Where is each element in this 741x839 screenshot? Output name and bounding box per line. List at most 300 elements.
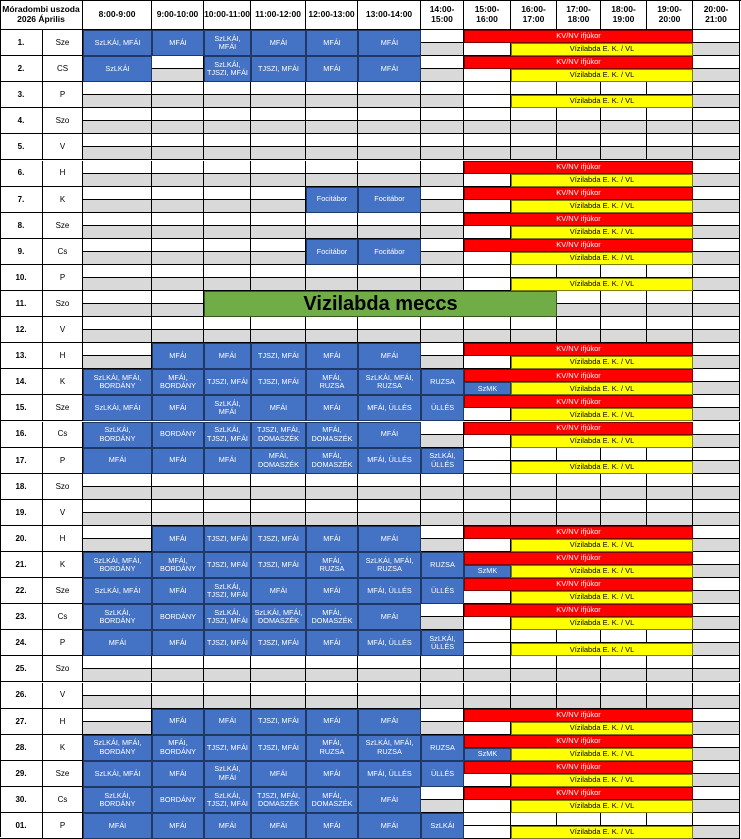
- empty-cell: [647, 474, 693, 487]
- empty-cell: [693, 174, 740, 187]
- row-weekday: Szo: [43, 108, 83, 134]
- empty-cell: [601, 813, 647, 826]
- empty-cell: [511, 330, 557, 343]
- booking-cell: TJSZI, MFÁI: [204, 552, 251, 578]
- empty-cell: [647, 82, 693, 95]
- row-day: 13.: [0, 343, 43, 369]
- yellow-band: Vízilabda E. K. / VL: [511, 748, 693, 761]
- empty-cell: [693, 121, 740, 134]
- empty-cell: [251, 134, 306, 147]
- booking-cell: MFÁI: [83, 448, 152, 474]
- row-day: 5.: [0, 134, 43, 160]
- booking-cell: Focitábor: [358, 187, 421, 213]
- slot-header: 9:00-10:00: [152, 0, 204, 30]
- empty-cell: [511, 82, 557, 95]
- row-weekday: P: [43, 813, 83, 839]
- empty-cell: [601, 330, 647, 343]
- empty-cell: [693, 669, 740, 682]
- row-weekday: K: [43, 552, 83, 578]
- booking-cell: MFÁI, ÜLLÉS: [358, 578, 421, 604]
- booking-cell: MFÁI, ÜLLÉS: [358, 761, 421, 787]
- row-day: 30.: [0, 787, 43, 813]
- booking-cell: TJSZI, MFÁI: [251, 56, 306, 82]
- empty-cell: [693, 500, 740, 513]
- empty-cell: [464, 461, 511, 474]
- row-day: 21.: [0, 552, 43, 578]
- empty-cell: [83, 669, 152, 682]
- row-day: 01.: [0, 813, 43, 839]
- empty-cell: [464, 643, 511, 656]
- empty-cell: [152, 487, 204, 500]
- empty-cell: [421, 669, 464, 682]
- empty-cell: [693, 539, 740, 552]
- empty-cell: [421, 174, 464, 187]
- empty-cell: [557, 513, 601, 526]
- empty-cell: [693, 369, 740, 382]
- empty-cell: [251, 265, 306, 278]
- empty-cell: [421, 617, 464, 630]
- booking-cell: MFÁI: [152, 448, 204, 474]
- empty-cell: [83, 709, 152, 722]
- empty-cell: [306, 226, 358, 239]
- empty-cell: [693, 800, 740, 813]
- empty-cell: [557, 813, 601, 826]
- empty-cell: [647, 121, 693, 134]
- row-weekday: H: [43, 343, 83, 369]
- empty-cell: [152, 265, 204, 278]
- yellow-band: Vízilabda E. K. / VL: [511, 435, 693, 448]
- row-day: 2.: [0, 56, 43, 82]
- booking-cell: MFÁI: [251, 395, 306, 421]
- empty-cell: [204, 239, 251, 252]
- empty-cell: [557, 147, 601, 160]
- booking-cell: MFÁI: [152, 526, 204, 552]
- empty-cell: [601, 82, 647, 95]
- booking-cell: BORDÁNY: [152, 422, 204, 448]
- empty-cell: [557, 265, 601, 278]
- empty-cell: [693, 643, 740, 656]
- empty-cell: [557, 82, 601, 95]
- booking-cell: MFÁI: [152, 630, 204, 656]
- vizilabda-banner: Vizilabda meccs: [204, 291, 557, 317]
- red-band: KV/NV ifjúkor: [464, 578, 693, 591]
- empty-cell: [358, 174, 421, 187]
- row-day: 16.: [0, 422, 43, 448]
- booking-cell: MFÁI, BORDÁNY: [152, 735, 204, 761]
- empty-cell: [358, 683, 421, 696]
- empty-cell: [251, 696, 306, 709]
- yellow-band: Vízilabda E. K. / VL: [511, 617, 693, 630]
- red-band: KV/NV ifjúkor: [464, 604, 693, 617]
- empty-cell: [421, 343, 464, 356]
- booking-cell: MFÁI, BORDÁNY: [152, 369, 204, 395]
- empty-cell: [358, 500, 421, 513]
- empty-cell: [693, 422, 740, 435]
- empty-cell: [693, 617, 740, 630]
- booking-cell: SzMK: [464, 565, 511, 578]
- booking-cell: MFÁI: [152, 30, 204, 56]
- empty-cell: [421, 422, 464, 435]
- empty-cell: [306, 500, 358, 513]
- empty-cell: [647, 513, 693, 526]
- empty-cell: [83, 134, 152, 147]
- red-band: KV/NV ifjúkor: [464, 735, 693, 748]
- empty-cell: [421, 30, 464, 43]
- row-day: 25.: [0, 656, 43, 682]
- empty-cell: [421, 108, 464, 121]
- booking-cell: SzLKÁI, TJSZI, MFÁI: [204, 604, 251, 630]
- empty-cell: [83, 683, 152, 696]
- booking-cell: SzLKÁI, MFÁI: [83, 30, 152, 56]
- yellow-band: Vízilabda E. K. / VL: [511, 461, 693, 474]
- empty-cell: [83, 539, 152, 552]
- empty-cell: [152, 226, 204, 239]
- booking-cell: MFÁI: [358, 30, 421, 56]
- empty-cell: [152, 174, 204, 187]
- empty-cell: [152, 69, 204, 82]
- empty-cell: [511, 513, 557, 526]
- yellow-band: Vízilabda E. K. / VL: [511, 643, 693, 656]
- yellow-band: Vízilabda E. K. / VL: [511, 826, 693, 839]
- empty-cell: [204, 683, 251, 696]
- booking-cell: MFÁI: [251, 813, 306, 839]
- empty-cell: [421, 161, 464, 174]
- booking-cell: MFÁI: [306, 813, 358, 839]
- empty-cell: [511, 630, 557, 643]
- empty-cell: [693, 474, 740, 487]
- booking-cell: TJSZI, MFÁI: [204, 735, 251, 761]
- empty-cell: [464, 265, 511, 278]
- row-day: 20.: [0, 526, 43, 552]
- empty-cell: [152, 121, 204, 134]
- empty-cell: [511, 669, 557, 682]
- booking-cell: MFÁI: [306, 343, 358, 369]
- row-day: 24.: [0, 630, 43, 656]
- booking-cell: SzLKÁI, TJSZI, MFÁI: [204, 422, 251, 448]
- empty-cell: [83, 174, 152, 187]
- empty-cell: [421, 56, 464, 69]
- empty-cell: [693, 552, 740, 565]
- empty-cell: [83, 213, 152, 226]
- empty-cell: [647, 265, 693, 278]
- slot-header: 13:00-14:00: [358, 0, 421, 30]
- red-band: KV/NV ifjúkor: [464, 526, 693, 539]
- empty-cell: [251, 487, 306, 500]
- empty-cell: [306, 474, 358, 487]
- booking-cell: SzLKÁI, MFÁI, BORDÁNY: [83, 552, 152, 578]
- row-day: 1.: [0, 30, 43, 56]
- row-weekday: V: [43, 500, 83, 526]
- empty-cell: [358, 108, 421, 121]
- empty-cell: [464, 813, 511, 826]
- yellow-band: Vízilabda E. K. / VL: [511, 800, 693, 813]
- booking-cell: MFÁI, ÜLLÉS: [358, 395, 421, 421]
- empty-cell: [358, 147, 421, 160]
- empty-cell: [152, 82, 204, 95]
- empty-cell: [358, 95, 421, 108]
- red-band: KV/NV ifjúkor: [464, 239, 693, 252]
- booking-cell: MFÁI: [251, 30, 306, 56]
- booking-cell: MFÁI, DOMASZÉK: [306, 604, 358, 630]
- booking-cell: SzLKÁI, TJSZI, MFÁI: [204, 787, 251, 813]
- row-day: 27.: [0, 709, 43, 735]
- empty-cell: [421, 683, 464, 696]
- empty-cell: [464, 200, 511, 213]
- empty-cell: [358, 317, 421, 330]
- empty-cell: [557, 630, 601, 643]
- empty-cell: [693, 226, 740, 239]
- booking-cell: MFÁI, DOMASZÉK: [306, 787, 358, 813]
- empty-cell: [647, 304, 693, 317]
- yellow-band: Vízilabda E. K. / VL: [511, 95, 693, 108]
- empty-cell: [693, 30, 740, 43]
- empty-cell: [421, 330, 464, 343]
- booking-cell: TJSZI, MFÁI, DOMASZÉK: [251, 422, 306, 448]
- empty-cell: [421, 487, 464, 500]
- red-band: KV/NV ifjúkor: [464, 56, 693, 69]
- booking-cell: TJSZI, MFÁI, DOMASZÉK: [251, 787, 306, 813]
- title-line-2: 2026 Április: [17, 13, 65, 24]
- booking-cell: MFÁI: [358, 709, 421, 735]
- empty-cell: [251, 108, 306, 121]
- empty-cell: [251, 121, 306, 134]
- empty-cell: [204, 108, 251, 121]
- empty-cell: [557, 108, 601, 121]
- booking-cell: MFÁI, BORDÁNY: [152, 552, 204, 578]
- booking-cell: TJSZI, MFÁI: [204, 369, 251, 395]
- empty-cell: [601, 265, 647, 278]
- empty-cell: [693, 252, 740, 265]
- empty-cell: [152, 317, 204, 330]
- row-weekday: V: [43, 683, 83, 709]
- empty-cell: [83, 500, 152, 513]
- row-weekday: Szo: [43, 291, 83, 317]
- booking-cell: MFÁI: [358, 343, 421, 369]
- row-weekday: Szo: [43, 474, 83, 500]
- row-day: 29.: [0, 761, 43, 787]
- red-band: KV/NV ifjúkor: [464, 552, 693, 565]
- empty-cell: [647, 813, 693, 826]
- row-weekday: P: [43, 265, 83, 291]
- empty-cell: [306, 669, 358, 682]
- empty-cell: [601, 317, 647, 330]
- yellow-band: Vízilabda E. K. / VL: [511, 278, 693, 291]
- red-band: KV/NV ifjúkor: [464, 761, 693, 774]
- empty-cell: [557, 500, 601, 513]
- empty-cell: [306, 278, 358, 291]
- booking-cell: MFÁI: [306, 30, 358, 56]
- empty-cell: [358, 213, 421, 226]
- booking-cell: TJSZI, MFÁI: [251, 343, 306, 369]
- empty-cell: [251, 500, 306, 513]
- yellow-band: Vízilabda E. K. / VL: [511, 591, 693, 604]
- empty-cell: [693, 735, 740, 748]
- booking-cell: SzLKÁI, MFÁI: [83, 761, 152, 787]
- empty-cell: [204, 121, 251, 134]
- empty-cell: [601, 683, 647, 696]
- empty-cell: [251, 161, 306, 174]
- booking-cell: MFÁI, RUZSA: [306, 552, 358, 578]
- empty-cell: [511, 474, 557, 487]
- empty-cell: [647, 147, 693, 160]
- empty-cell: [306, 656, 358, 669]
- empty-cell: [251, 147, 306, 160]
- yellow-band: Vízilabda E. K. / VL: [511, 774, 693, 787]
- empty-cell: [306, 330, 358, 343]
- booking-cell: MFÁI: [358, 526, 421, 552]
- empty-cell: [251, 174, 306, 187]
- empty-cell: [464, 683, 511, 696]
- empty-cell: [306, 265, 358, 278]
- empty-cell: [693, 630, 740, 643]
- empty-cell: [557, 134, 601, 147]
- booking-cell: BORDÁNY: [152, 604, 204, 630]
- empty-cell: [601, 121, 647, 134]
- row-day: 19.: [0, 500, 43, 526]
- empty-cell: [251, 278, 306, 291]
- empty-cell: [251, 656, 306, 669]
- red-band: KV/NV ifjúkor: [464, 422, 693, 435]
- booking-cell: MFÁI: [306, 395, 358, 421]
- booking-cell: MFÁI: [83, 813, 152, 839]
- booking-cell: SzLKÁI, ÜLLÉS: [421, 630, 464, 656]
- empty-cell: [83, 161, 152, 174]
- booking-cell: MFÁI: [83, 630, 152, 656]
- booking-cell: SzLKÁI, MFÁI: [83, 395, 152, 421]
- empty-cell: [464, 356, 511, 369]
- empty-cell: [464, 826, 511, 839]
- row-weekday: K: [43, 369, 83, 395]
- empty-cell: [306, 147, 358, 160]
- empty-cell: [83, 278, 152, 291]
- booking-cell: MFÁI: [358, 813, 421, 839]
- row-day: 28.: [0, 735, 43, 761]
- empty-cell: [358, 134, 421, 147]
- row-weekday: CS: [43, 56, 83, 82]
- empty-cell: [421, 435, 464, 448]
- empty-cell: [251, 474, 306, 487]
- booking-cell: MFÁI: [204, 343, 251, 369]
- empty-cell: [152, 134, 204, 147]
- empty-cell: [464, 435, 511, 448]
- empty-cell: [557, 448, 601, 461]
- row-weekday: Sze: [43, 578, 83, 604]
- empty-cell: [693, 696, 740, 709]
- empty-cell: [306, 161, 358, 174]
- empty-cell: [421, 121, 464, 134]
- empty-cell: [464, 121, 511, 134]
- empty-cell: [204, 265, 251, 278]
- empty-cell: [464, 330, 511, 343]
- row-weekday: K: [43, 735, 83, 761]
- empty-cell: [693, 774, 740, 787]
- empty-cell: [306, 317, 358, 330]
- row-day: 22.: [0, 578, 43, 604]
- empty-cell: [83, 696, 152, 709]
- booking-cell: MFÁI: [152, 813, 204, 839]
- empty-cell: [693, 565, 740, 578]
- empty-cell: [83, 513, 152, 526]
- empty-cell: [421, 356, 464, 369]
- empty-cell: [464, 800, 511, 813]
- empty-cell: [464, 147, 511, 160]
- empty-cell: [251, 239, 306, 252]
- booking-cell: TJSZI, MFÁI: [251, 526, 306, 552]
- empty-cell: [557, 291, 601, 304]
- empty-cell: [204, 187, 251, 200]
- booking-cell: SzLKÁI, MFÁI, DOMASZÉK: [251, 604, 306, 630]
- empty-cell: [152, 304, 204, 317]
- empty-cell: [557, 330, 601, 343]
- red-band: KV/NV ifjúkor: [464, 161, 693, 174]
- empty-cell: [358, 696, 421, 709]
- booking-cell: SzLKÁI, MFÁI, BORDÁNY: [83, 369, 152, 395]
- empty-cell: [511, 448, 557, 461]
- booking-cell: MFÁI, DOMASZÉK: [306, 422, 358, 448]
- empty-cell: [204, 200, 251, 213]
- empty-cell: [358, 82, 421, 95]
- empty-cell: [204, 696, 251, 709]
- yellow-band: Vízilabda E. K. / VL: [511, 43, 693, 56]
- empty-cell: [204, 656, 251, 669]
- empty-cell: [693, 304, 740, 317]
- empty-cell: [693, 69, 740, 82]
- empty-cell: [693, 213, 740, 226]
- empty-cell: [464, 174, 511, 187]
- empty-cell: [421, 604, 464, 617]
- booking-cell: MFÁI: [204, 813, 251, 839]
- empty-cell: [204, 95, 251, 108]
- red-band: KV/NV ifjúkor: [464, 343, 693, 356]
- empty-cell: [251, 187, 306, 200]
- empty-cell: [464, 500, 511, 513]
- row-weekday: V: [43, 317, 83, 343]
- booking-cell: MFÁI: [358, 787, 421, 813]
- empty-cell: [358, 330, 421, 343]
- empty-cell: [83, 82, 152, 95]
- slot-header: 15:00-16:00: [464, 0, 511, 30]
- empty-cell: [83, 121, 152, 134]
- empty-cell: [83, 304, 152, 317]
- empty-cell: [251, 513, 306, 526]
- empty-cell: [83, 356, 152, 369]
- booking-cell: SzLKÁI, MFÁI, BORDÁNY: [83, 735, 152, 761]
- empty-cell: [251, 317, 306, 330]
- row-day: 23.: [0, 604, 43, 630]
- row-day: 4.: [0, 108, 43, 134]
- empty-cell: [511, 108, 557, 121]
- empty-cell: [647, 683, 693, 696]
- booking-cell: MFÁI: [306, 56, 358, 82]
- row-weekday: Sze: [43, 761, 83, 787]
- empty-cell: [693, 82, 740, 95]
- booking-cell: SzLKÁI, MFÁI, RUZSA: [358, 735, 421, 761]
- empty-cell: [693, 291, 740, 304]
- empty-cell: [464, 617, 511, 630]
- booking-cell: SzLKÁI, BORDÁNY: [83, 787, 152, 813]
- empty-cell: [358, 226, 421, 239]
- empty-cell: [83, 108, 152, 121]
- empty-cell: [464, 487, 511, 500]
- booking-cell: Focitábor: [306, 239, 358, 265]
- empty-cell: [306, 487, 358, 500]
- empty-cell: [464, 513, 511, 526]
- booking-cell: MFÁI: [358, 56, 421, 82]
- empty-cell: [421, 278, 464, 291]
- empty-cell: [511, 317, 557, 330]
- empty-cell: [204, 213, 251, 226]
- row-day: 17.: [0, 448, 43, 474]
